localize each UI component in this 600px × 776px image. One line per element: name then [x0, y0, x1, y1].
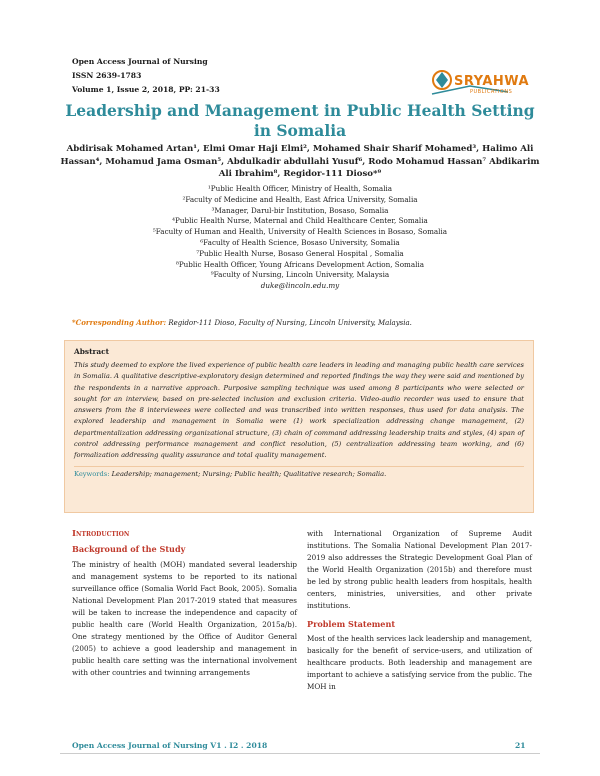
contact-email[interactable]: duke@lincoln.edu.my: [260, 281, 340, 291]
corresponding-label: *Corresponding Author:: [72, 318, 167, 327]
affiliation: ⁸Public Health Officer, Young Africans Development Action, Somalia: [175, 259, 425, 269]
corresponding-author: [72, 318, 412, 327]
left-column: [72, 528, 297, 679]
problem-statement-heading: Problem Statement: [307, 619, 396, 629]
page-number: 21: [515, 741, 526, 750]
problem-statement-text: Most of the health services lack leadership and management, basically for the benefit of service-users, and utilization of healthcare products. Both leadership and management are important to achieve a satisfying service from the public. The MOH in: [307, 634, 532, 691]
affiliation: ⁵Faculty of Human and Health, University of Health Sciences in Bosaso, Somalia: [152, 227, 448, 237]
footer-divider: [60, 753, 540, 754]
abstract-text: This study deemed to explore the lived experience of public health care leaders in leading and managing public health care services in Somalia. A qualitative descriptive-exploratory design determined and reported findings the way they were said and mentioned by the respondents in a narrative approach. Purposive sampling technique was used among 8 participants who were selected or sought for an interview, based on pre-selected inclusion and exclusion criteria. Video-audio recorder was used to ensure that answers from the 8 interviewees were collected and was transcribed into written responses, thus used for data analysis. The explored leadership and management in Somalia were (1) work specialization addressing change management, (2) departmentalization addressing organizational structure, (3) chain of command addressing leadership traits and styles, (4) span of control addressing performance management and conflict resolution, (5) centralization addressing team working, and (6) formalization addressing quality assurance and total quality management.: [74, 361, 524, 460]
logo-wordmark: SRYAHWA: [454, 74, 530, 89]
background-text: The ministry of health (MOH) mandated several leadership and management systems to be reported to its national surveillance office (Somalia World Fact Book, 2005). Somalia National Development Plan 2017-2019 stated that measures will be taken to increase the independence and capacity of public health care (World Health Organization, 2015a/b). One strategy mentioned by the Office of Auditor General (2005) to achieve a good leadership and management in public health care setting was the international involvement with other countries and twinning arrangements: [72, 560, 297, 677]
footer-journal: Open Access Journal of Nursing V1 . I2 . 2018: [72, 741, 268, 750]
publisher-logo: [430, 66, 528, 102]
abstract-divider: [74, 466, 524, 467]
abstract-heading: Abstract: [74, 347, 110, 356]
affiliation: ¹Public Health Officer, Ministry of Health, Somalia: [207, 184, 393, 193]
abstract-box: [64, 340, 534, 513]
volume-info: Volume 1, Issue 2, 2018, PP: 21-33: [72, 85, 220, 94]
affiliations: [60, 184, 540, 292]
affiliation: ⁹Faculty of Nursing, Lincoln University, Malaysia: [210, 270, 390, 280]
author-list: Abdirisak Mohamed Artan¹, Elmi Omar Haji Elmi², Mohamed Shair Sharif Mohamed³, Halimo Ali Hassan⁴, Mohamud Jama Osman⁵, Abdulkadir abdullahi Yusuf⁶, Rodo Mohamud Hassan⁷ Abdikarim Ali Ibrahim⁸, Regidor-111 Dioso*⁹: [60, 144, 540, 179]
background-heading: Background of the Study: [72, 544, 186, 554]
affiliation: ⁷Public Health Nurse, Bosaso General Hospital , Somalia: [196, 248, 404, 258]
keywords-text: Leadership; management; Nursing; Public health; Qualitative research; Somalia.: [109, 469, 387, 478]
affiliation: ²Faculty of Medicine and Health, East Africa University, Somalia: [182, 194, 418, 204]
issn: ISSN 2639-1783: [72, 71, 142, 80]
right-column: [307, 528, 532, 693]
background-continued-text: with International Organization of Supreme Audit institutions. The Somalia National Development Plan 2017-2019 also addresses the Strategic Development Goal Plan of the World Health Organization (2015b) and therefore must be led by strong public health leaders from hospitals, health centers, ministries, universities, and other private institutions.: [307, 529, 532, 610]
affiliation: ⁴Public Health Nurse, Maternal and Child Healthcare Center, Somalia: [172, 216, 428, 226]
affiliation: ⁶Faculty of Health Science, Bosaso University, Somalia: [200, 237, 400, 247]
corresponding-text: Regidor-111 Dioso, Faculty of Nursing, Lincoln University, Malaysia.: [166, 319, 412, 327]
paper-title: Leadership and Management in Public Health Setting in Somalia: [65, 101, 535, 140]
keywords-label: Keywords:: [74, 469, 110, 478]
logo-subtitle: PUBLICATIONS: [470, 89, 513, 95]
introduction-heading: Introduction: [72, 529, 130, 539]
journal-name: Open Access Journal of Nursing: [72, 57, 208, 66]
affiliation: ³Manager, Darul-bir Institution, Bosaso, Somalia: [211, 205, 389, 215]
keywords: [74, 470, 524, 478]
